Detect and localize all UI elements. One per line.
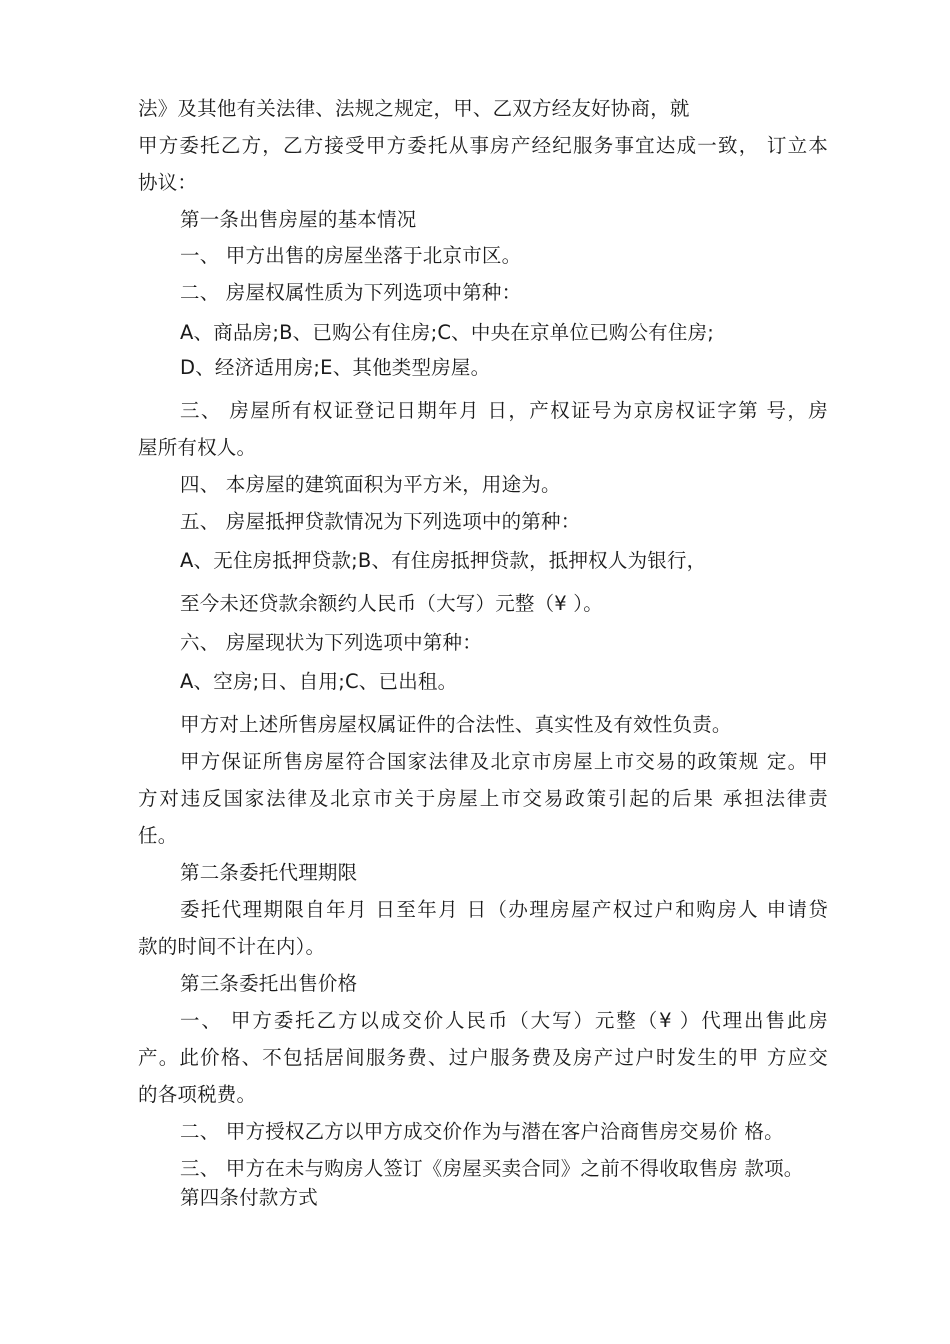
text-line: 委托代理期限自年月 日至年月 日（办理房屋产权过户和购房人 申请贷: [180, 898, 828, 921]
text-line: 四、 本房屋的建筑面积为平方米，用途为。: [180, 473, 561, 496]
text-line: 三、 房屋所有权证登记日期年月 日，产权证号为京房权证字第 号，房: [180, 399, 828, 422]
text-line: 甲方对上述所售房屋权属证件的合法性、真实性及有效性负责。: [180, 713, 732, 736]
section-heading: 第一条出售房屋的基本情况: [180, 208, 417, 231]
text-line: 二、 甲方授权乙方以甲方成交价作为与潜在客户洽商售房交易价 格。: [180, 1120, 784, 1143]
text-line: A、无住房抵押贷款;B、有住房抵押贷款，抵押权人为银行，: [180, 549, 707, 572]
text-line: 协议：: [138, 171, 198, 194]
text-line: 甲方保证所售房屋符合国家法律及北京市房屋上市交易的政策规 定。甲: [180, 750, 828, 773]
text-line: 二、 房屋权属性质为下列选项中第种：: [180, 281, 522, 304]
text-line: 一、 甲方出售的房屋坐落于北京市区。: [180, 244, 522, 267]
text-line: D、经济适用房;E、其他类型房屋。: [180, 356, 491, 379]
text-line: 法》及其他有关法律、法规之规定，甲、乙双方经友好协商，就: [138, 97, 690, 120]
text-line: A、空房;日、自用;C、已出租。: [180, 670, 458, 693]
text-line: 屋所有权人。: [138, 436, 257, 459]
text-line: 三、 甲方在未与购房人签订《房屋买卖合同》之前不得收取售房 款项。: [180, 1157, 804, 1180]
text-line: 五、 房屋抵押贷款情况为下列选项中的第种：: [180, 510, 581, 533]
text-line: A、商品房;B、已购公有住房;C、中央在京单位已购公有住房;: [180, 321, 715, 344]
section-heading: 第四条付款方式: [180, 1186, 318, 1209]
text-line: 款的时间不计在内）。: [138, 935, 326, 958]
section-heading: 第三条委托出售价格: [180, 972, 358, 995]
text-line: 至今未还贷款余额约人民币（大写）元整（¥ ）。: [180, 592, 603, 615]
text-line: 一、 甲方委托乙方以成交价人民币（大写）元整（¥ ）代理出售此房: [180, 1009, 828, 1032]
text-line: 方对违反国家法律及北京市关于房屋上市交易政策引起的后果 承担法律责: [138, 787, 828, 810]
text-line: 任。: [138, 824, 178, 847]
text-line: 六、 房屋现状为下列选项中第种：: [180, 631, 482, 654]
section-heading: 第二条委托代理期限: [180, 861, 358, 884]
text-line: 的各项税费。: [138, 1083, 257, 1106]
text-line: 甲方委托乙方，乙方接受甲方委托从事房产经纪服务事宜达成一致， 订立本: [138, 134, 828, 157]
text-line: 产。此价格、不包括居间服务费、过户服务费及房产过户时发生的甲 方应交: [138, 1046, 828, 1069]
